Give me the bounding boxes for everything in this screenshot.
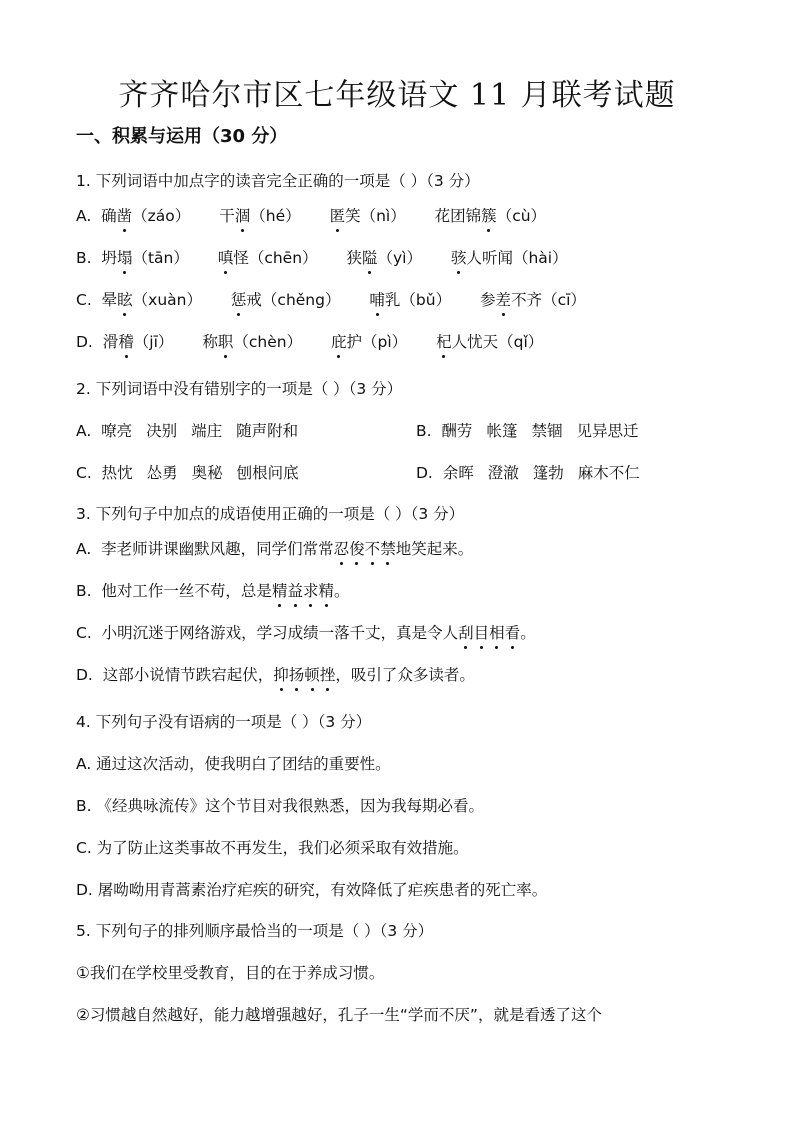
q4-option-c[interactable]: C. 为了防止这类事故不再发生，我们必须采取有效措施。	[76, 839, 469, 857]
q1-option-d[interactable]: D. 滑稽（jī） 称职（chèn） 庇护（pì） 杞人忧天（qǐ）	[76, 333, 544, 351]
q1-b-word-3: 狭隘（yì）	[346, 249, 422, 267]
q1-c-word-4: 参差不齐（cī）	[480, 291, 586, 309]
question-5-stem: 5. 下列句子的排列顺序最恰当的一项是（ ）（3 分）	[76, 922, 434, 940]
q3-option-b[interactable]: B. 他对工作一丝不苟，总是精益求精。	[76, 582, 350, 600]
q1-d-word-1: 滑稽（jī）	[102, 333, 174, 351]
q1-d-word-3: 庇护（pì）	[331, 333, 408, 351]
q1-option-b[interactable]: B. 坍塌（tān） 嗔怪（chēn） 狭隘（yì） 骇人听闻（hài）	[76, 249, 568, 267]
q2-option-c[interactable]: C. 热忱 怂勇 奥秘 刨根问底	[76, 464, 299, 482]
section-heading: 一、积累与运用（30 分）	[76, 126, 288, 147]
q2-option-b[interactable]: B. 酬劳 帐篷 禁锢 见异思迁	[416, 422, 639, 440]
q1-option-c[interactable]: C. 晕眩（xuàn） 惩戒（chěng） 哺乳（bǔ） 参差不齐（cī）	[76, 291, 586, 309]
q1-option-a[interactable]: A. 确凿（záo） 干涸（hé） 匿笑（nì） 花团锦簇（cù）	[76, 207, 547, 225]
q2-row-cd	[76, 462, 716, 484]
q1-b-word-2: 嗔怪（chēn）	[217, 249, 318, 267]
q1-d-word-4: 杞人忧天（qǐ）	[436, 333, 544, 351]
question-2-stem: 2. 下列词语中没有错别字的一项是（ ）（3 分）	[76, 380, 403, 398]
q1-b-word-4: 骇人听闻（hài）	[450, 249, 568, 267]
q1-a-word-1: 确凿（záo）	[101, 207, 191, 225]
q2-option-a[interactable]: A. 嘹亮 决别 端庄 随声附和	[76, 422, 299, 440]
q4-option-b[interactable]: B. 《经典咏流传》这个节目对我很熟悉，因为我每期必看。	[76, 797, 484, 815]
question-4-stem: 4. 下列句子没有语病的一项是（ ）（3 分）	[76, 713, 372, 731]
q1-a-word-3: 匿笑（nì）	[329, 207, 406, 225]
q3-option-d[interactable]: D. 这部小说情节跌宕起伏，抑扬顿挫，吸引了众多读者。	[76, 666, 475, 684]
q1-a-word-2: 干涸（hé）	[219, 207, 301, 225]
q4-option-a[interactable]: A. 通过这次活动，使我明白了团结的重要性。	[76, 755, 391, 773]
page-title: 齐齐哈尔市区七年级语文 11 月联考试题	[118, 78, 676, 113]
q5-sentence-2: ②习惯越自然越好，能力越增强越好，孔子一生“学而不厌”，就是看透了这个	[76, 1006, 602, 1024]
q5-sentence-1: ①我们在学校里受教育，目的在于养成习惯。	[76, 964, 385, 982]
q1-a-word-4: 花团锦簇（cù）	[434, 207, 547, 225]
q3-option-c[interactable]: C. 小明沉迷于网络游戏，学习成绩一落千丈，真是令人刮目相看。	[76, 624, 536, 642]
q1-b-word-1: 坍塌（tān）	[101, 249, 189, 267]
question-1-stem: 1. 下列词语中加点字的读音完全正确的一项是（ ）（3 分）	[76, 172, 480, 190]
question-3-stem: 3. 下列句子中加点的成语使用正确的一项是（ ）（3 分）	[76, 505, 465, 523]
q4-option-d[interactable]: D. 屠呦呦用青蒿素治疗疟疾的研究，有效降低了疟疾患者的死亡率。	[76, 881, 548, 899]
q2-option-d[interactable]: D. 余晖 澄澈 篷勃 麻木不仁	[416, 464, 640, 482]
q1-d-word-2: 称职（chèn）	[202, 333, 303, 351]
q1-c-word-2: 惩戒（chěng）	[230, 291, 341, 309]
q1-c-word-1: 晕眩（xuàn）	[101, 291, 202, 309]
q1-c-word-3: 哺乳（bǔ）	[369, 291, 452, 309]
q3-option-a[interactable]: A. 李老师讲课幽默风趣，同学们常常忍俊不禁地笑起来。	[76, 540, 474, 558]
q2-row-ab	[76, 420, 716, 442]
